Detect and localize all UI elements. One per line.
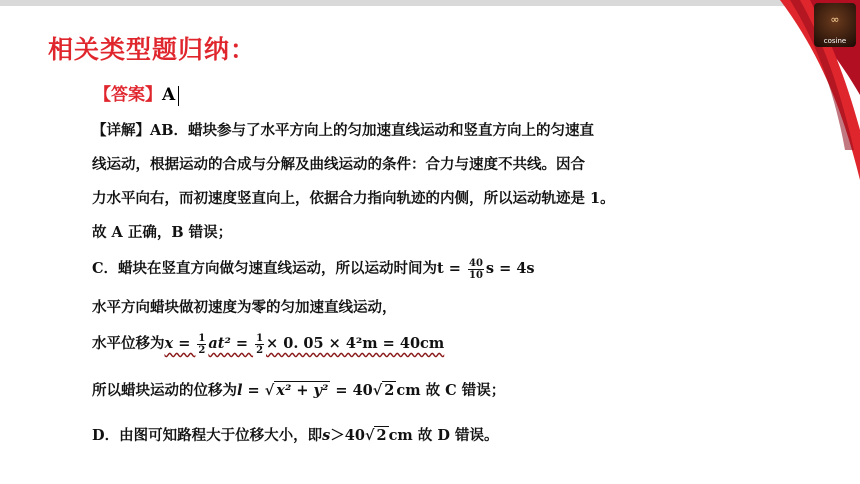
time-fraction — [468, 258, 484, 281]
formula-eq: = 40 — [330, 382, 373, 399]
sqrt-two: 2 — [384, 382, 395, 399]
sqrt-icon: √ — [264, 382, 275, 399]
line5-text: C．蜡块在竖直方向做匀速直线运动，所以运动时间为t = — [92, 260, 466, 277]
fraction-denominator: 2 — [198, 344, 206, 356]
half-fraction-1 — [197, 333, 206, 356]
explanation-line-1: 【详解】AB．蜡块参与了水平方向上的匀加速直线运动和竖直方向上的匀速直 — [92, 122, 595, 139]
displacement-formula — [164, 332, 445, 356]
fraction-numerator: 1 — [198, 332, 206, 344]
explanation-line-4: 故 A 正确，B 错误； — [92, 224, 233, 241]
logo-symbol: ∞ — [830, 13, 840, 26]
answer-line — [94, 80, 179, 106]
formula-mid: ＞40 — [330, 427, 365, 444]
formula-x: x = — [164, 335, 196, 352]
answer-label: 【答案】 — [94, 85, 162, 105]
sqrt-content: x² + y² — [276, 382, 329, 399]
sqrt-icon: √ — [364, 427, 375, 444]
line9-prefix: D．由图可知路程大于位移大小，即 — [92, 427, 323, 444]
fraction-numerator: 1 — [256, 332, 264, 344]
answer-value: A — [162, 85, 176, 105]
text-cursor — [178, 86, 179, 106]
fraction-denominator: 2 — [256, 344, 264, 356]
logo-text: cosine — [823, 37, 847, 45]
formula-at2: at² = — [208, 335, 254, 352]
half-fraction-2 — [255, 333, 264, 356]
explanation-line-8 — [92, 379, 505, 400]
line7-prefix: 水平位移为 — [92, 335, 165, 352]
line8-suffix: cm 故 C 错误； — [396, 382, 506, 399]
explanation-line-9 — [92, 424, 498, 445]
fraction-numerator: 40 — [468, 257, 483, 269]
explanation-line-7 — [92, 332, 444, 356]
line5-result: s = 4s — [485, 260, 535, 277]
sqrt-two: 2 — [376, 427, 387, 444]
formula-l: l = — [237, 382, 265, 399]
formula-result: × 0. 05 × 4²m = 40cm — [266, 335, 445, 352]
sqrt-icon: √ — [372, 382, 383, 399]
formula-s: s — [322, 427, 331, 444]
fraction-denominator: 10 — [468, 269, 483, 281]
explanation-line-6: 水平方向蜡块做初速度为零的匀加速直线运动， — [92, 299, 397, 316]
slide-title: 相关类型题归纳： — [48, 35, 257, 64]
explanation-line-2: 线运动，根据运动的合成与分解及曲线运动的条件：合力与速度不共线。因合 — [92, 156, 585, 173]
line8-prefix: 所以蜡块运动的位移为 — [92, 382, 237, 399]
explanation-line-3: 力水平向右，而初速度竖直向上，依据合力指向轨迹的内侧，所以运动轨迹是 1。 — [92, 190, 615, 207]
explanation-line-5 — [92, 257, 535, 281]
cosine-logo-icon — [814, 3, 856, 47]
line9-suffix: cm 故 D 错误。 — [388, 427, 499, 444]
